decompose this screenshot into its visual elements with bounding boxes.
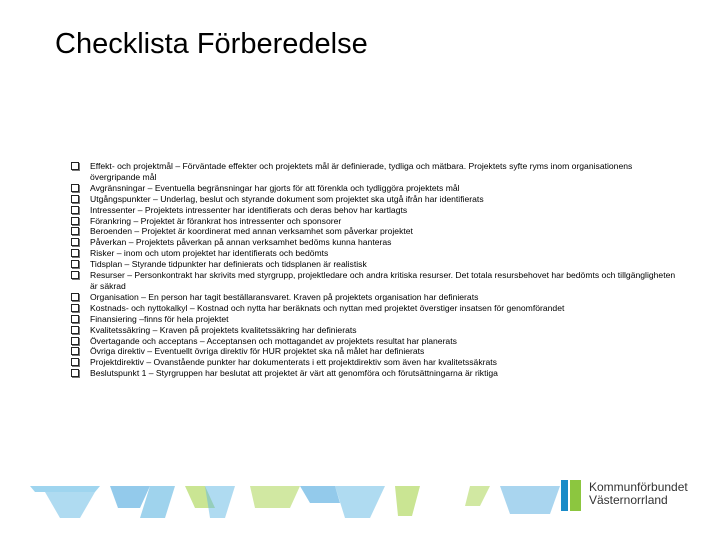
checklist-item-text: Utgångspunkter – Underlag, beslut och styrande dokument som projektet ska utgå ifrån har identifierats	[90, 193, 484, 204]
checklist-item	[71, 346, 681, 357]
banner-shape-2	[45, 492, 95, 518]
checklist-item-text: Avgränsningar – Eventuella begränsningar har gjorts för att förenkla och tydliggöra projektets mål	[90, 182, 460, 193]
checklist-item-text: Beroenden – Projektet är koordinerat med annan verksamhet som påverkar projektet	[90, 226, 413, 237]
banner-shape-12	[500, 486, 560, 514]
banner-shape-7	[250, 486, 300, 508]
banner-shape-1	[30, 486, 100, 492]
banner-shape-3	[110, 486, 150, 508]
checklist-item-text: Intressenter – Projektets intressenter har identifierats och deras behov har kartlagts	[90, 204, 408, 215]
checkbox-icon	[71, 162, 79, 170]
checkbox-icon	[71, 369, 79, 377]
banner-shape-9	[335, 486, 385, 518]
checklist-item-text: Kostnads- och nyttokalkyl – Kostnad och nytta har beräknats och nyttan med projektet överstiger insatsen för genomförandet	[90, 302, 565, 313]
banner-shape-11	[465, 486, 490, 506]
checklist-item	[71, 314, 681, 325]
checkbox-icon	[71, 217, 79, 225]
checklist-item	[71, 368, 681, 379]
checkbox-icon	[71, 227, 79, 235]
checklist-item	[71, 292, 681, 303]
checklist-item-text: Risker – inom och utom projektet har identifierats och bedömts	[90, 248, 329, 259]
checklist-item	[71, 216, 681, 227]
decorative-banner	[0, 478, 560, 526]
checkbox-icon	[71, 315, 79, 323]
logo-line-1: Kommunförbundet	[589, 480, 688, 494]
checklist-item-text: Övriga direktiv – Eventuellt övriga direktiv för HUR projektet ska nå målet har definierats	[90, 346, 425, 357]
banner-shape-6	[205, 486, 235, 518]
checkbox-icon	[71, 304, 79, 312]
checklist-item	[71, 270, 681, 292]
checklist-item-text: Organisation – En person har tagit beställaransvaret. Kraven på projektets organisation har definierats	[90, 291, 479, 302]
checkbox-icon	[71, 249, 79, 257]
checkbox-icon	[71, 260, 79, 268]
checklist-item	[71, 183, 681, 194]
checkbox-icon	[71, 347, 79, 355]
checklist	[71, 161, 681, 379]
checkbox-icon	[71, 206, 79, 214]
checklist-item	[71, 259, 681, 270]
checklist-item-text: Förankring – Projektet är förankrat hos intressenter och sponsorer	[90, 215, 342, 226]
checklist-item-text: Beslutspunkt 1 – Styrgruppen har beslutat att projektet är värt att genomföra och förutsättningarna är riktiga	[90, 368, 498, 379]
logo-mark-green	[570, 480, 581, 511]
checkbox-icon	[71, 358, 79, 366]
checklist-item	[71, 205, 681, 216]
checklist-item-text: Finansiering –finns för hela projektet	[90, 313, 229, 324]
checklist-item-text: Påverkan – Projektets påverkan på annan verksamhet bedöms kunna hanteras	[90, 237, 392, 248]
checklist-item	[71, 325, 681, 336]
checkbox-icon	[71, 271, 79, 279]
checkbox-icon	[71, 238, 79, 246]
organization-logo	[589, 481, 688, 507]
checklist-item	[71, 303, 681, 314]
checklist-item-text: Tidsplan – Styrande tidpunkter har definierats och tidsplanen är realistisk	[90, 259, 367, 270]
checkbox-icon	[71, 326, 79, 334]
checklist-item	[71, 336, 681, 347]
checkbox-icon	[71, 337, 79, 345]
checkbox-icon	[71, 184, 79, 192]
checkbox-icon	[71, 195, 79, 203]
logo-mark-blue	[561, 480, 568, 511]
checklist-item-text: Kvalitetssäkring – Kraven på projektets kvalitetssäkring har definierats	[90, 324, 357, 335]
checklist-item	[71, 237, 681, 248]
banner-shape-10	[395, 486, 420, 516]
banner-shape-8	[300, 486, 340, 503]
checklist-item-text: Övertagande och acceptans – Acceptansen och mottagandet av projektets resultat har planerats	[90, 335, 457, 346]
checklist-item	[71, 248, 681, 259]
checklist-item	[71, 161, 681, 183]
checklist-item	[71, 226, 681, 237]
checklist-item-text: Effekt- och projektmål – Förväntade effekter och projektets mål är definierade, tydliga och mätbara. Projektets syfte ryms inom organisationens övergripande mål	[90, 161, 633, 182]
logo-line-2: Västernorrland	[589, 493, 668, 507]
checklist-item-text: Resurser – Personkontrakt har skrivits med styrgrupp, projektledare och andra kritiska resurser. Det totala resursbehovet har bedömts och tillgängligheten är säkrad	[90, 270, 676, 291]
checklist-item	[71, 357, 681, 368]
slide-title: Checklista Förberedelse	[55, 28, 368, 60]
checklist-item-text: Projektdirektiv – Ovanstående punkter har dokumenterats i ett projektdirektiv som även har kvalitetssäkrats	[90, 357, 497, 368]
checklist-item	[71, 194, 681, 205]
checkbox-icon	[71, 293, 79, 301]
